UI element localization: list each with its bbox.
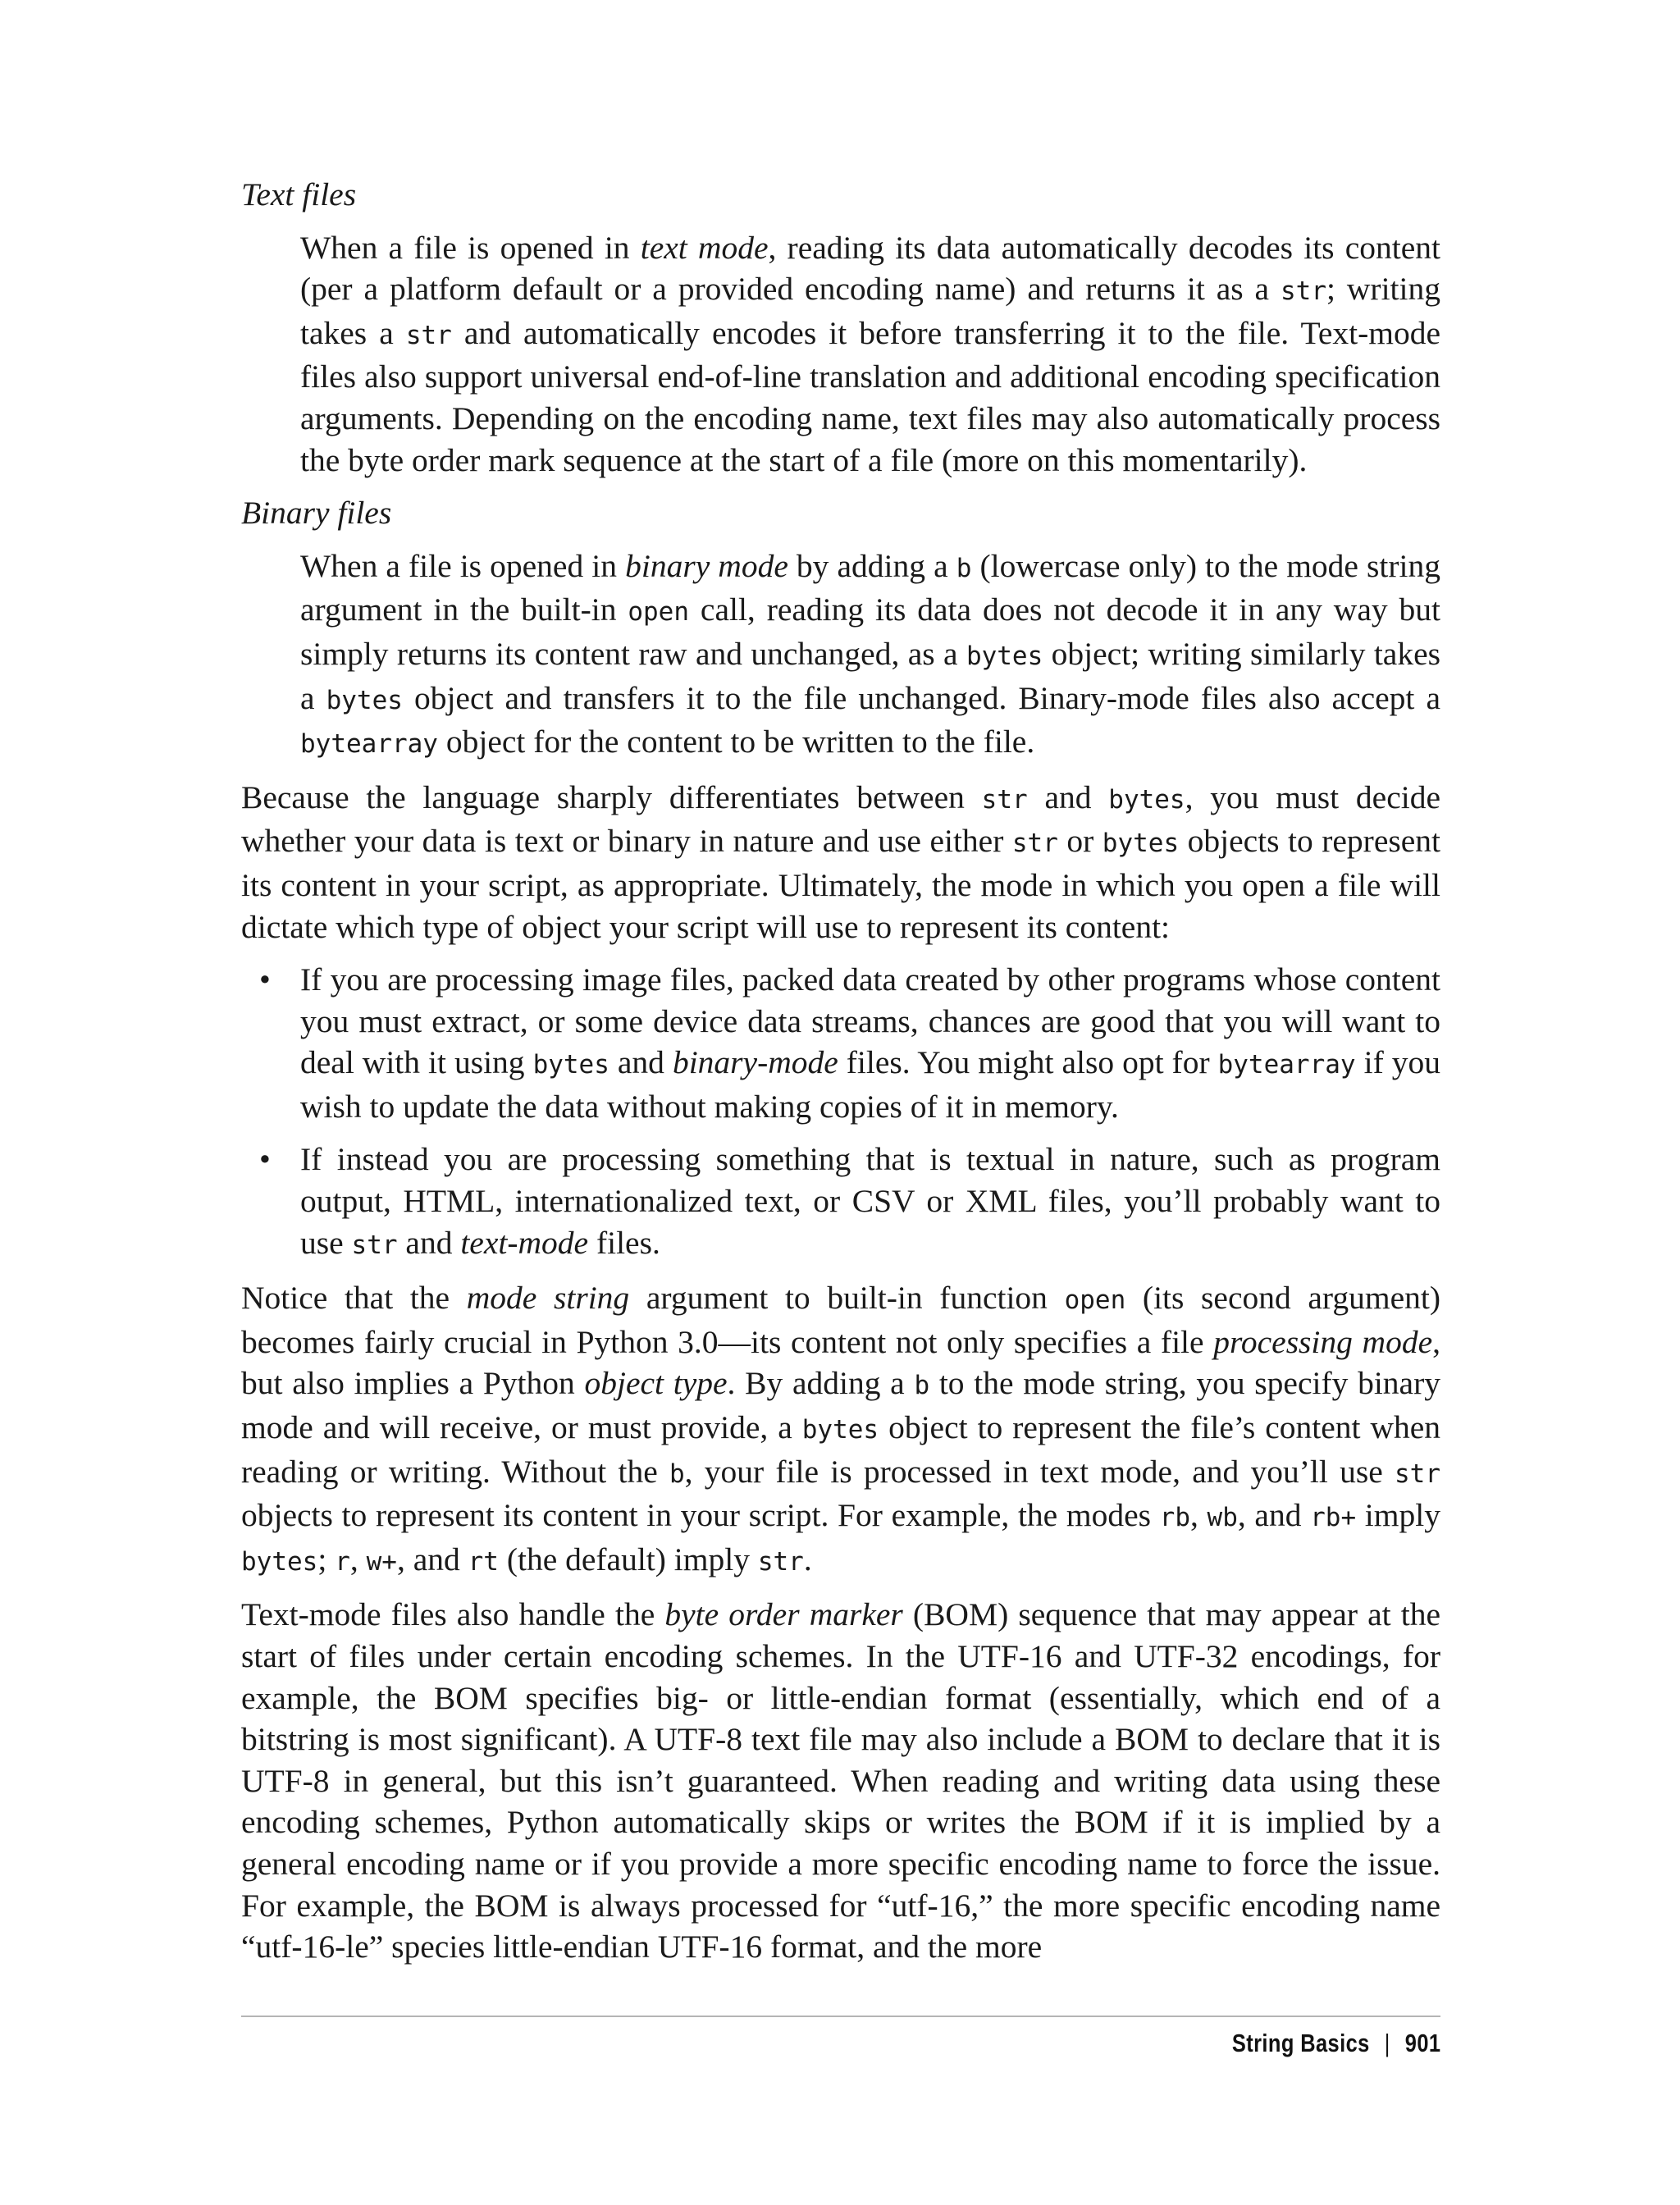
page-body	[241, 174, 1440, 1968]
footer-divider	[241, 2016, 1440, 2017]
list-item: • If you are processing image files, packed data created by other programs whose content you must extract, or some device data streams, chances are good that you will want to deal with it using bytes and binary-mode files. You might also opt for bytearray if you wish to update the data without making copies of it in memory.	[241, 959, 1440, 1127]
term-binary-files: Binary files	[241, 495, 392, 532]
term-text-files: Text files	[241, 176, 357, 212]
running-section-title: String Basics	[1231, 2029, 1370, 2057]
paragraph-bom: Text-mode files also handle the byte order marker (BOM) sequence that may appear at the start of files under certain encoding schemes. In the UTF-16 and UTF-32 encodings, for example, the BOM specifies big- or little-endian format (essentially, which end of a bitstring is most significant). A UTF-8 text file may also include a BOM to declare that it is UTF-8 in general, but this isn’t guaranteed. When reading and writing data using these encoding schemes, Python automatically skips or writes the BOM if it is implied by a general encoding name or if you provide a more specific encoding name to force the issue. For example, the BOM is always processed for “utf-16,” the more specific encoding name “utf-16-le” species little-endian UTF-16 format, and the more	[241, 1596, 1440, 1965]
page-number: 901	[1404, 2029, 1440, 2057]
footer-separator: |	[1384, 2029, 1390, 2057]
bullet-marker: •	[259, 1141, 271, 1178]
page-footer	[1231, 2027, 1440, 2060]
paragraph-str-vs-bytes: Because the language sharply differentiates between str and bytes, you must decide whether your data is text or binary in nature and use either str or bytes objects to represent its content in your script, as appropriate. Ultimately, the mode in which you open a file will dictate which type of object your script will use to represent its content:	[241, 778, 1440, 945]
definition-binary-files: When a file is opened in binary mode by adding a b (lowercase only) to the mode string argument in the built-in open call, reading its data does not decode it in any way but simply returns its content raw and unchanged, as a bytes object; writing similarly takes a bytes object and transfers it to the file unchanged. Binary-mode files also accept a bytearray object for the content to be written to the file.	[300, 547, 1441, 760]
bullet-marker: •	[259, 961, 271, 998]
definition-text-files: When a file is opened in text mode, reading its data automatically decodes its content (per a platform default or a provided encoding name) and returns it as a str; writing takes a str and automatically encodes it before transferring it to the file. Text-mode files also support universal end-of-line translation and additional encoding specification arguments. Depending on the encoding name, text files may also automatically process the byte order mark sequence at the start of a file (more on this momentarily).	[300, 229, 1441, 478]
paragraph-mode-string: Notice that the mode string argument to built-in function open (its second argument) becomes fairly crucial in Python 3.0—its content not only specifies a file processing mode, but also implies a Python object type. By adding a b to the mode string, you specify binary mode and will receive, or must provide, a bytes object to represent the file’s content when reading or writing. Without the b, your file is processed in text mode, and you’ll use str objects to represent its content in your script. For example, the modes rb, wb, and rb+ imply bytes; r, w+, and rt (the default) imply str.	[241, 1280, 1441, 1577]
list-item: • If instead you are processing something that is textual in nature, such as program output, HTML, internationalized text, or CSV or XML files, you’ll probably want to use str and text-mode files.	[241, 1139, 1440, 1266]
bullet-list	[241, 959, 1440, 1266]
